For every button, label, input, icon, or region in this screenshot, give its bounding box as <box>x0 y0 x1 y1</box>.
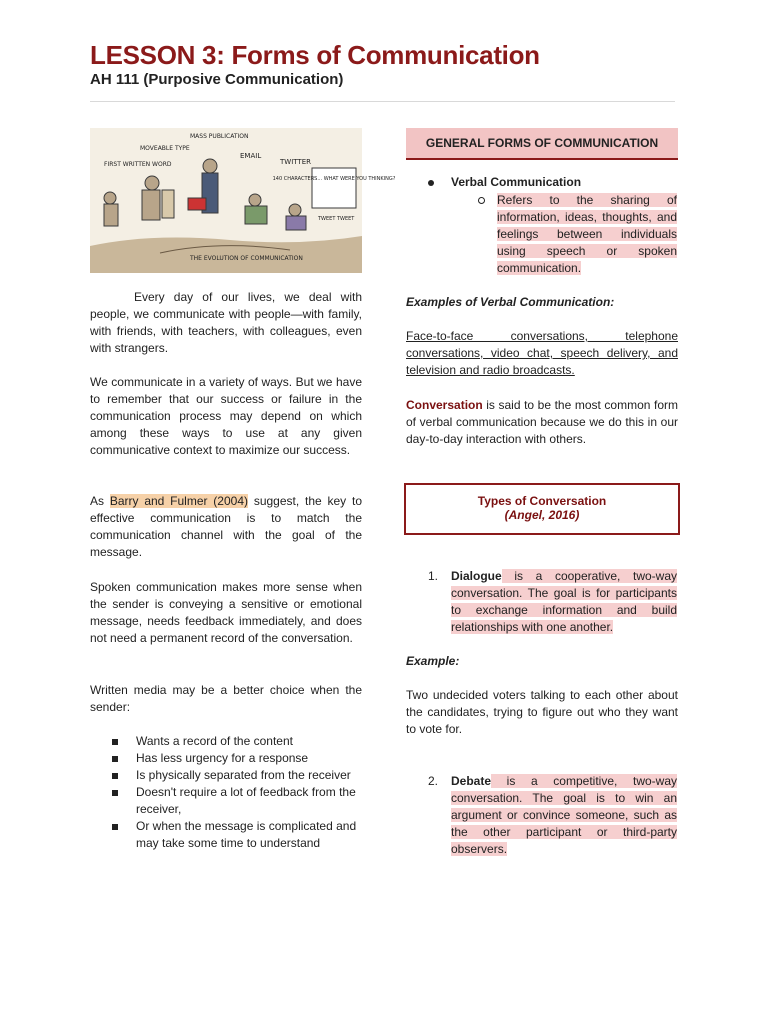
dialogue-term: Dialogue <box>451 569 502 583</box>
list-item <box>112 733 364 750</box>
square-bullet-icon <box>112 790 118 796</box>
dialogue-item <box>451 568 677 636</box>
types-title: Types of Conversation <box>477 494 607 508</box>
dialogue-text: is a cooperative, two-way conversation. The goal is for participants to exchange information and build relationships with one another. <box>451 569 677 634</box>
square-bullet-icon <box>112 739 118 745</box>
cartoon-label-email: EMAIL <box>240 152 262 160</box>
conversation-term: Conversation <box>406 398 483 412</box>
debate-item <box>451 773 677 858</box>
types-citation: (Angel, 2016) <box>504 508 580 522</box>
types-of-conversation-box <box>404 483 680 535</box>
evolution-cartoon-image <box>90 128 396 273</box>
square-bullet-icon <box>112 756 118 762</box>
verbal-communication-label: Verbal Communication <box>451 175 582 189</box>
cartoon-caption: THE EVOLUTION OF COMMUNICATION <box>190 255 303 262</box>
general-forms-heading: GENERAL FORMS OF COMMUNICATION <box>406 128 678 160</box>
course-subtitle: AH 111 (Purposive Communication) <box>90 71 344 88</box>
example-label: Example: <box>406 654 460 668</box>
list-item-text: Doesn't require a lot of feedback from the receiver, <box>136 785 356 816</box>
list-item-text: Or when the message is complicated and may take some time to understand <box>136 819 357 850</box>
bullet-dot-icon <box>428 180 434 186</box>
list-item-text: Is physically separated from the receiver <box>136 768 351 782</box>
square-bullet-icon <box>112 824 118 830</box>
conversation-paragraph <box>406 397 678 448</box>
example-text: Two undecided voters talking to each other about the candidates, trying to figure out who they want to vote for. <box>406 688 678 736</box>
item-number-2: 2. <box>428 774 439 788</box>
cartoon-label-mass-publication: MASS PUBLICATION <box>190 133 249 140</box>
paragraph-ways: We communicate in a variety of ways. But we have to remember that our success or failure in the communication process may depend on which among these ways to use at any given communicative context to maximize our success. <box>90 375 362 457</box>
page-title: LESSON 3: Forms of Communication <box>90 40 540 70</box>
debate-text: is a competitive, two-way conversation. The goal is to win an argument or convince someone, such as the other participant or third-party observers. <box>451 774 677 856</box>
paragraph-intro: Every day of our lives, we deal with people, we communicate with people—with family, with friends, with teachers, with colleagues, even with strangers. <box>90 290 362 355</box>
verbal-description-text: Refers to the sharing of information, ideas, thoughts, and feelings between individuals using speech or spoken communication. <box>497 193 677 275</box>
cartoon-label-first-written: FIRST WRITTEN WORD <box>104 161 172 168</box>
paragraph-barry-fulmer <box>90 493 362 561</box>
cartoon-label-twitter: TWITTER <box>280 158 311 166</box>
cartoon-label-moveable-type: MOVEABLE TYPE <box>140 145 190 152</box>
list-item <box>112 784 364 818</box>
list-item-text: Has less urgency for a response <box>136 751 309 765</box>
verbal-description <box>497 192 677 277</box>
written-media-list <box>112 733 364 852</box>
header-divider <box>90 101 675 102</box>
citation-barry-fulmer: Barry and Fulmer (2004) <box>109 494 248 508</box>
examples-text: Face-to-face conversations, telephone conversations, video chat, speech delivery, and television and radio broadcasts. <box>406 329 678 377</box>
hollow-bullet-icon <box>478 197 485 204</box>
square-bullet-icon <box>112 773 118 779</box>
verbal-communication-bullet <box>428 175 581 189</box>
list-item-text: Wants a record of the content <box>136 734 293 748</box>
item-number-1: 1. <box>428 569 439 583</box>
list-item <box>112 767 364 784</box>
debate-term: Debate <box>451 774 492 788</box>
examples-heading: Examples of Verbal Communication: <box>406 295 615 309</box>
cartoon-speech-bubble: 140 CHARACTERS... WHAT WERE YOU THINKING? <box>272 176 396 182</box>
cartoon-label-tweet: TWEET TWEET <box>318 216 355 222</box>
paragraph-written: Written media may be a better choice when the sender: <box>90 683 362 714</box>
conversation-text: is said to be the most common form of verbal communication because we do this in our day-to-day interaction with others. <box>406 398 678 446</box>
list-item <box>112 750 364 767</box>
paragraph-spoken: Spoken communication makes more sense when the sender is conveying a sensitive or emotional message, needs feedback immediately, and does not need a permanent record of the conversation. <box>90 580 362 645</box>
p3-post: suggest, the key to effective communication is to match the communication channel with the goal of the message. <box>90 494 362 559</box>
p3-pre: As <box>90 494 110 508</box>
list-item <box>112 818 364 852</box>
